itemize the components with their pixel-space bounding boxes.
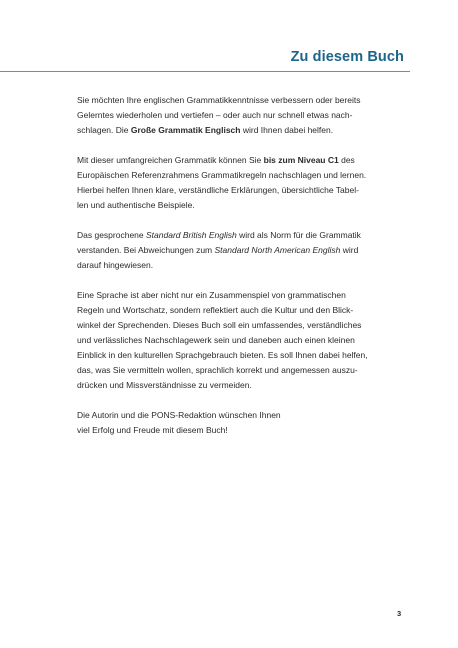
bold-text: Große Grammatik Englisch xyxy=(130,125,241,135)
text-segment: schlagen. Die xyxy=(77,125,131,135)
italic-text: Standard British English xyxy=(146,230,237,240)
text-segment: darauf hingewiesen. xyxy=(77,260,154,270)
text-segment: Hierbei helfen Ihnen klare, verständliche Erklärungen, übersichtliche Tabel- xyxy=(77,185,359,195)
text-line xyxy=(77,363,422,378)
text-line xyxy=(77,183,422,198)
text-segment: Die Autorin und die PONS-Redaktion wünschen Ihnen xyxy=(77,410,281,420)
text-line xyxy=(77,408,422,423)
text-line xyxy=(77,93,422,108)
text-segment: len und authentische Beispiele. xyxy=(77,200,195,210)
text-segment: Das gesprochene xyxy=(77,230,146,240)
text-segment: Einblick in den kulturellen Sprachgebrauch bieten. Es soll Ihnen dabei helfen, xyxy=(77,350,368,360)
text-segment: wird xyxy=(340,245,359,255)
text-line xyxy=(77,108,422,123)
page-number: 3 xyxy=(397,609,402,618)
text-segment: Europäischen Referenzrahmens Grammatikregeln nachschlagen und lernen. xyxy=(77,170,367,180)
text-line xyxy=(77,243,422,258)
header-divider xyxy=(0,71,410,72)
text-line xyxy=(77,348,422,363)
text-segment: Regeln und Wortschatz, sondern reflektiert auch die Kultur und den Blick- xyxy=(77,305,354,315)
text-line xyxy=(77,378,422,393)
text-segment: winkel der Sprechenden. Dieses Buch soll ein umfassendes, verständliches xyxy=(77,320,362,330)
text-segment: wird Ihnen dabei helfen. xyxy=(240,125,334,135)
text-segment: drücken und Missverständnisse zu vermeiden. xyxy=(77,380,252,390)
text-line xyxy=(77,198,422,213)
italic-text: Standard North American English xyxy=(214,245,341,255)
text-segment: Eine Sprache ist aber nicht nur ein Zusammenspiel von grammatischen xyxy=(77,290,346,300)
paragraph xyxy=(77,153,422,213)
text-segment: viel Erfolg und Freude mit diesem Buch! xyxy=(77,425,228,435)
text-segment: des xyxy=(338,155,355,165)
text-segment: das, was Sie vermitteln wollen, sprachlich korrekt und angemessen auszu- xyxy=(77,365,358,375)
text-line xyxy=(77,153,422,168)
text-line xyxy=(77,258,422,273)
text-line xyxy=(77,123,422,138)
text-line xyxy=(77,303,422,318)
text-line xyxy=(77,228,422,243)
paragraph xyxy=(77,93,422,138)
text-segment: Gelerntes wiederholen und vertiefen – oder auch nur schnell etwas nach- xyxy=(77,110,353,120)
text-line xyxy=(77,168,422,183)
text-line xyxy=(77,423,422,438)
text-segment: Mit dieser umfangreichen Grammatik können Sie xyxy=(77,155,264,165)
text-segment: Sie möchten Ihre englischen Grammatikkenntnisse verbessern oder bereits xyxy=(77,95,361,105)
bold-text: bis zum Niveau C1 xyxy=(263,155,339,165)
text-line xyxy=(77,333,422,348)
paragraph xyxy=(77,408,422,438)
page-title: Zu diesem Buch xyxy=(290,49,404,65)
text-segment: verstanden. Bei Abweichungen zum xyxy=(77,245,215,255)
paragraph xyxy=(77,288,422,393)
text-line xyxy=(77,318,422,333)
body-text xyxy=(77,93,422,453)
paragraph xyxy=(77,228,422,273)
text-segment: wird als Norm für die Grammatik xyxy=(236,230,361,240)
text-line xyxy=(77,288,422,303)
text-segment: und verlässliches Nachschlagewerk sein und daneben auch einen kleinen xyxy=(77,335,355,345)
